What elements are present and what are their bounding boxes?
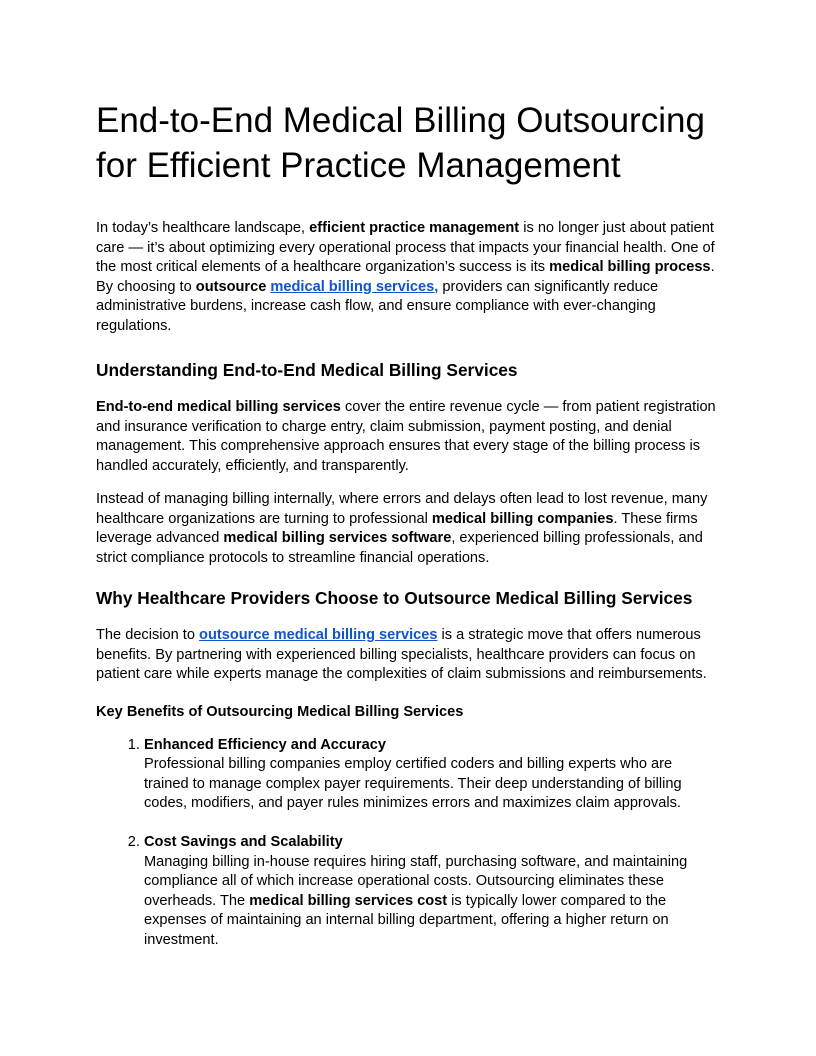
s1p1-bold: End-to-end medical billing services [96, 399, 341, 415]
intro-bold-outsource: outsource [195, 278, 267, 295]
list-item [144, 833, 720, 950]
key-benefits-subheading: Key Benefits of Outsourcing Medical Billing Services [96, 703, 464, 720]
intro-paragraph [96, 219, 720, 336]
intro-text-5: providers can significantly reduce administrative burdens, increase cash flow, and ensure compliance with ever-changing regulations. [96, 278, 659, 334]
outsource-medical-billing-link[interactable]: outsource medical billing services [199, 627, 438, 643]
s1p2-bold-software: medical billing services software [223, 530, 452, 546]
intro-bold-efficient-practice: efficient practice management [309, 220, 520, 236]
intro-text-1: In today’s healthcare landscape, [96, 220, 310, 236]
section1-paragraph-2 [96, 490, 720, 568]
s1p2-text-2: . These firms leverage advanced [96, 510, 698, 546]
s2p1-text-1: The decision to [96, 627, 200, 643]
benefits-list [96, 736, 720, 951]
document-title: End-to-End Medical Billing Outsourcing for Efficient Practice Management [96, 101, 705, 185]
intro-text-2: is no longer just about patient care — it’s about optimizing every operational process that impacts your financial health. One of the most critical elements of a healthcare organization’s success is its [96, 220, 715, 275]
list-item-text: Managing billing in-house requires hiring staff, purchasing software, and maintaining compliance all of which increase operational costs. Outsourcing eliminates these overheads. The [144, 853, 688, 909]
medical-billing-services-link[interactable]: medical billing services, [270, 278, 439, 295]
section2-heading: Why Healthcare Providers Choose to Outsource Medical Billing Services [96, 588, 693, 608]
intro-text-3: . By choosing to [96, 259, 715, 295]
section2-paragraph-1 [96, 626, 720, 685]
list-item-title: 1. Enhanced Efficiency and Accuracy [144, 736, 386, 753]
list-item [144, 736, 720, 814]
section1-paragraph-1 [96, 398, 720, 476]
s1p2-text-1: Instead of managing billing internally, where errors and delays often lead to lost revenue, many healthcare organizations are turning to professional [96, 491, 708, 527]
s1p1-text: cover the entire revenue cycle — from patient registration and insurance verification to charge entry, claim submission, payment posting, and denial management. This comprehensive approach ensures that every stage of the billing process is handled accurately, efficiently, and transparently. [96, 399, 716, 474]
intro-bold-billing-process: medical billing process [549, 259, 711, 275]
list-item-title: 2. Cost Savings and Scalability [144, 834, 343, 850]
s1p2-text-3: , experienced billing professionals, and strict compliance protocols to streamline financial operations. [96, 530, 703, 566]
s1p2-bold-companies: medical billing companies [431, 510, 614, 527]
s2p1-text-2: is a strategic move that offers numerous benefits. By partnering with experienced billing specialists, healthcare providers can focus on patient care while experts manage the complexities of claim submissions and reimbursements. [96, 627, 707, 682]
section1-heading: Understanding End-to-End Medical Billing Services [96, 360, 518, 380]
list-item-text: Professional billing companies employ certified coders and billing experts who are trained to manage complex payer requirements. Their deep understanding of billing codes, modifiers, and payer rules minimizes errors and maximizes claim approvals. [144, 756, 682, 811]
list-item-bold-cost: medical billing services cost [249, 892, 448, 909]
list-item-text-2: is typically lower compared to the expenses of maintaining an internal billing department, offering a higher return on investment. [144, 892, 669, 948]
